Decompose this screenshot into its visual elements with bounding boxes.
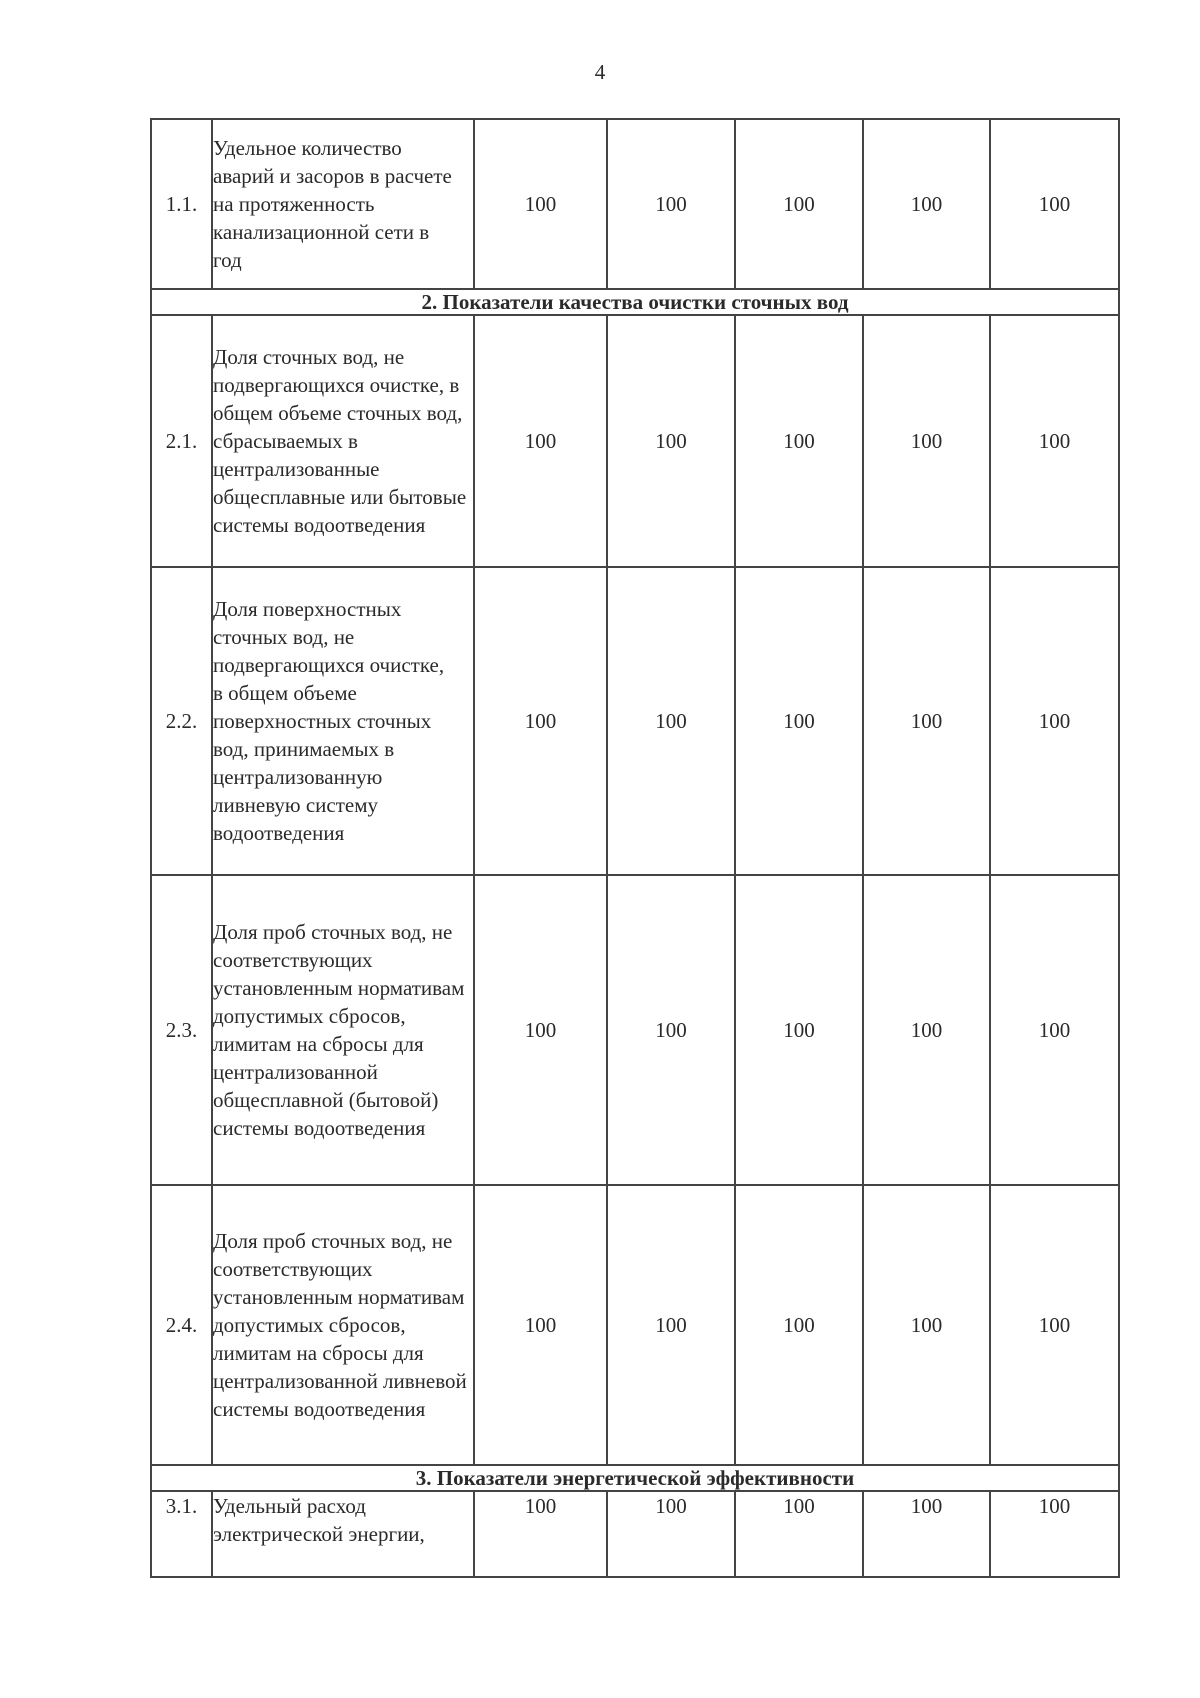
row-description: Доля сточных вод, не подвергающихся очистке, в общем объеме сточных вод, сбрасываемых в централизованные общесплавные или бытовые системы водоотведения xyxy=(212,315,474,567)
value-cell: 100 xyxy=(735,315,863,567)
table-row xyxy=(151,875,1119,1185)
value-cell: 100 xyxy=(607,119,735,289)
value-cell: 100 xyxy=(735,1491,863,1577)
section-heading: 3. Показатели энергетической эффективности xyxy=(151,1465,1119,1491)
value-cell: 100 xyxy=(990,119,1119,289)
value-cell: 100 xyxy=(990,1185,1119,1465)
section-row xyxy=(151,1465,1119,1491)
indicators-table xyxy=(150,118,1120,1578)
row-number: 2.2. xyxy=(151,567,212,875)
table-row xyxy=(151,119,1119,289)
row-description: Удельный расход электрической энергии, xyxy=(212,1491,474,1577)
table-row xyxy=(151,1491,1119,1577)
value-cell: 100 xyxy=(863,875,990,1185)
value-cell: 100 xyxy=(863,315,990,567)
value-cell: 100 xyxy=(990,315,1119,567)
row-description: Доля проб сточных вод, не соответствующих установленным нормативам допустимых сбросов, лимитам на сбросы для централизованной ливневой системы водоотведения xyxy=(212,1185,474,1465)
value-cell: 100 xyxy=(474,119,607,289)
value-cell: 100 xyxy=(863,1491,990,1577)
value-cell: 100 xyxy=(607,567,735,875)
value-cell: 100 xyxy=(474,1185,607,1465)
row-description: Доля поверхностных сточных вод, не подвергающихся очистке, в общем объеме поверхностных сточных вод, принимаемых в централизованную ливневую систему водоотведения xyxy=(212,567,474,875)
table-row xyxy=(151,315,1119,567)
value-cell: 100 xyxy=(607,875,735,1185)
value-cell: 100 xyxy=(474,567,607,875)
row-number: 2.3. xyxy=(151,875,212,1185)
row-number: 2.4. xyxy=(151,1185,212,1465)
value-cell: 100 xyxy=(735,1185,863,1465)
section-row xyxy=(151,289,1119,315)
value-cell: 100 xyxy=(607,1491,735,1577)
value-cell: 100 xyxy=(735,875,863,1185)
value-cell: 100 xyxy=(863,567,990,875)
value-cell: 100 xyxy=(474,875,607,1185)
value-cell: 100 xyxy=(863,1185,990,1465)
row-description: Доля проб сточных вод, не соответствующих установленным нормативам допустимых сбросов, лимитам на сбросы для централизованной общесплавной (бытовой) системы водоотведения xyxy=(212,875,474,1185)
value-cell: 100 xyxy=(990,567,1119,875)
value-cell: 100 xyxy=(474,1491,607,1577)
page-number: 4 xyxy=(594,60,606,84)
value-cell: 100 xyxy=(735,567,863,875)
section-heading: 2. Показатели качества очистки сточных вод xyxy=(151,289,1119,315)
row-number: 2.1. xyxy=(151,315,212,567)
table-row xyxy=(151,567,1119,875)
row-description: Удельное количество аварий и засоров в расчете на протяженность канализационной сети в год xyxy=(212,119,474,289)
value-cell: 100 xyxy=(474,315,607,567)
value-cell: 100 xyxy=(990,1491,1119,1577)
row-number: 1.1. xyxy=(151,119,212,289)
value-cell: 100 xyxy=(607,315,735,567)
value-cell: 100 xyxy=(607,1185,735,1465)
table-row xyxy=(151,1185,1119,1465)
value-cell: 100 xyxy=(863,119,990,289)
value-cell: 100 xyxy=(990,875,1119,1185)
row-number: 3.1. xyxy=(151,1491,212,1577)
value-cell: 100 xyxy=(735,119,863,289)
